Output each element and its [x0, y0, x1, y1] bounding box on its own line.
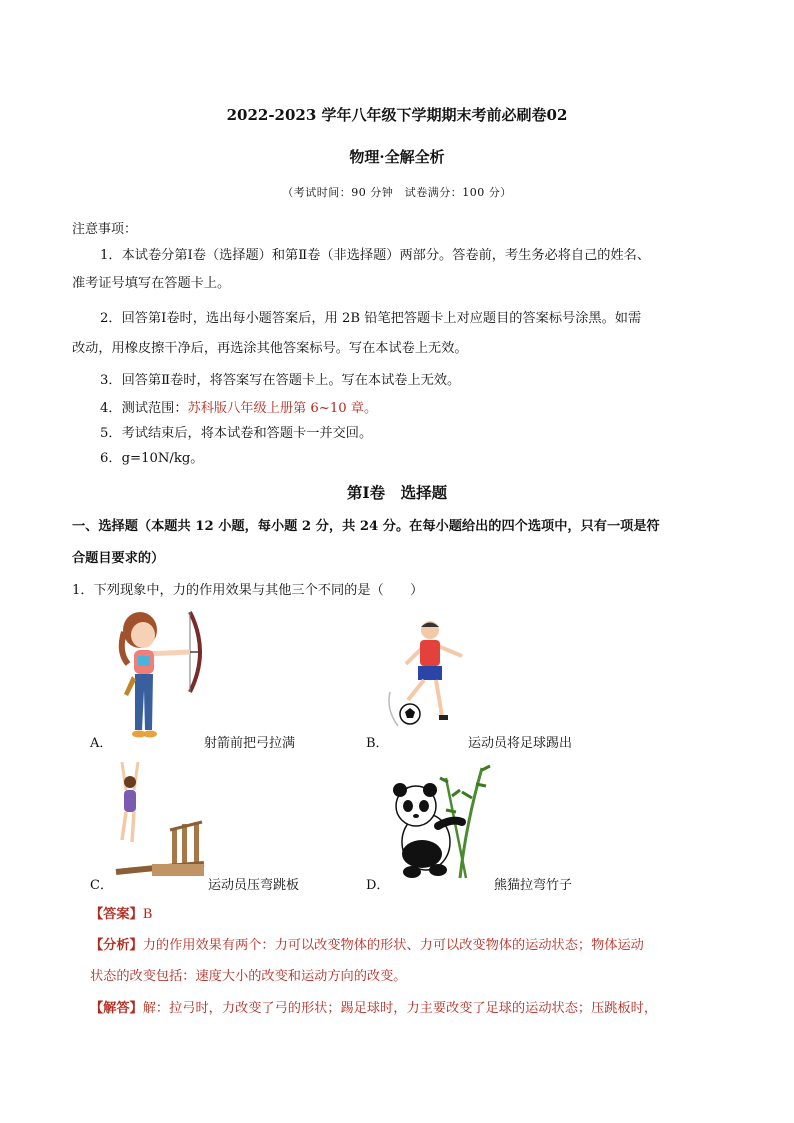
solution-tag: 【解答】 — [90, 1001, 143, 1016]
archer-illustration — [110, 608, 210, 743]
panda-bamboo-illustration — [386, 764, 496, 882]
notice-item6: 6．g=10N/kg。 — [100, 451, 204, 466]
notice-item4-prefix: 4．测试范围： — [100, 401, 188, 416]
option-b-caption: 运动员将足球踢出 — [468, 736, 573, 751]
option-b-label: B． — [366, 736, 389, 751]
page-title: 2022-2023 学年八年级下学期期末考前必刷卷02 — [226, 106, 568, 124]
springboard-diver-illustration — [112, 760, 208, 880]
notice-item2-line1: 2．回答第Ⅰ卷时，选出每小题答案后，用 2B 铅笔把答题卡上对应题目的答案标号涂黑。如需 — [100, 311, 642, 326]
option-a-caption: 射箭前把弓拉满 — [204, 736, 296, 751]
solution-text1: 解：拉弓时，力改变了弓的形状；踢足球时，力主要改变了足球的运动状态；压跳板时， — [142, 1001, 658, 1016]
analysis-tag: 【分析】 — [90, 938, 143, 953]
analysis-line2: 状态的改变包括：速度大小的改变和运动方向的改变。 — [90, 969, 407, 984]
option-a-label: A． — [90, 736, 113, 751]
option-d-caption: 熊猫拉弯竹子 — [494, 878, 573, 893]
part-heading-line1: 一、选择题（本题共 12 小题，每小题 2 分，共 24 分。在每小题给出的四个选项中，只有一项是符 — [72, 519, 660, 534]
notice-item1-line1: 1．本试卷分第Ⅰ卷（选择题）和第Ⅱ卷（非选择题）两部分。答卷前，考生务必将自己的姓名、 — [100, 248, 651, 263]
answer-line — [90, 902, 152, 927]
option-c-label: C． — [90, 878, 113, 893]
analysis-line1 — [90, 933, 644, 958]
question-stem: 1．下列现象中，力的作用效果与其他三个不同的是（ ） — [72, 583, 424, 598]
answer-tag: 【答案】 — [90, 907, 143, 922]
answer-value: B — [142, 907, 153, 922]
section-title: 第Ⅰ卷 选择题 — [346, 483, 448, 502]
analysis-text1: 力的作用效果有两个：力可以改变物体的形状、力可以改变物体的运动状态；物体运动 — [142, 938, 644, 953]
option-c-caption: 运动员压弯跳板 — [208, 878, 300, 893]
page-subtitle: 物理·全解全析 — [349, 148, 445, 166]
notice-item4 — [100, 396, 377, 421]
part-heading-line2: 合题目要求的） — [72, 551, 165, 566]
solution-line1 — [90, 996, 657, 1021]
soccer-player-illustration — [384, 618, 468, 738]
notice-heading: 注意事项： — [72, 222, 138, 237]
option-d-label: D． — [366, 878, 390, 893]
notice-item1-line2: 准考证号填写在答题卡上。 — [72, 276, 231, 291]
exam-info: （考试时间：90 分钟 试卷满分：100 分） — [282, 186, 512, 199]
notice-item3: 3．回答第Ⅱ卷时，将答案写在答题卡上。写在本试卷上无效。 — [100, 373, 461, 388]
notice-item2-line2: 改动，用橡皮擦干净后，再选涂其他答案标号。写在本试卷上无效。 — [72, 341, 468, 356]
notice-item5: 5．考试结束后，将本试卷和答题卡一并交回。 — [100, 426, 373, 441]
notice-item4-range: 苏科版八年级上册第 6~10 章。 — [187, 401, 378, 416]
